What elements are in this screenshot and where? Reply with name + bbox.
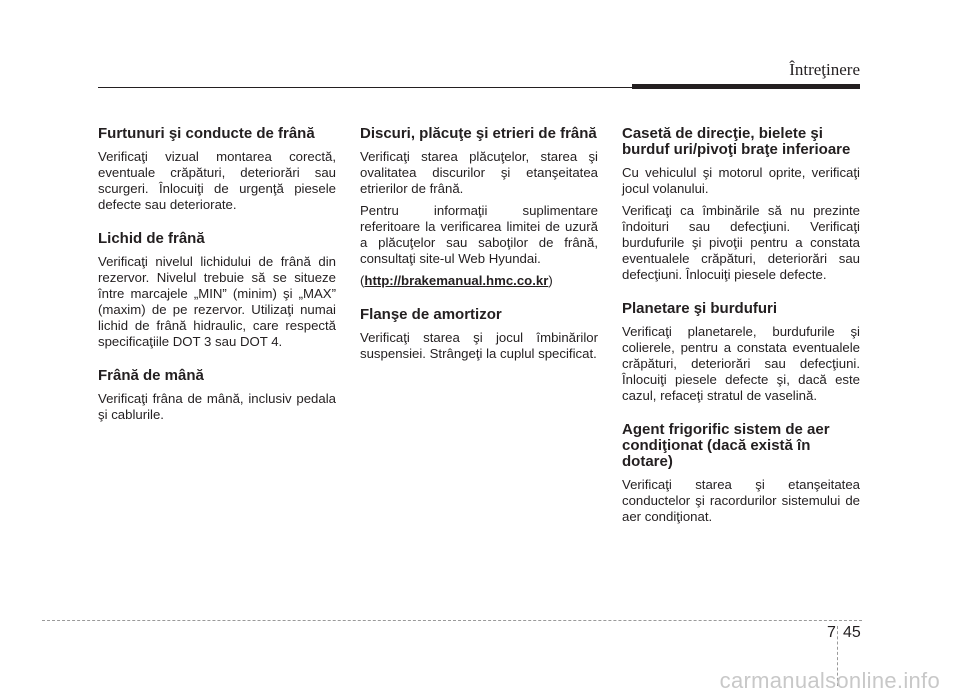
section-heading: Discuri, plăcuţe şi etrieri de frână	[360, 125, 597, 142]
section-heading: Flanşe de amortizor	[360, 306, 502, 323]
page-header-title: Întreţinere	[789, 60, 860, 79]
section-heading: Lichid de frână	[98, 230, 205, 247]
section-paragraph: Verificaţi ca îmbinările să nu prezinte îndoituri sau defecţiuni. Verificaţi burdufurile şi pivoţii pentru a constata eventualele crăpături, deteriorări sau defecţiuni. Înlocuiţi piesele defecte.	[622, 203, 860, 282]
link-paragraph	[360, 273, 598, 289]
section-paragraph: Verificaţi planetarele, burdufurile şi colierele, pentru a constata eventualele crăpături, deteriorări sau defecţiuni. Înlocuiţi piesele defecte şi, dacă este cazul, refaceţi stratul de vaselină.	[622, 324, 860, 403]
section-paragraph: Pentru informaţii suplimentare referitoare la verificarea limitei de uzură a plăcuţelor sau saboţilor de frână, consultaţi site-ul Web Hyundai.	[360, 203, 598, 266]
brake-manual-link[interactable]: http://brakemanual.hmc.co.kr	[364, 273, 549, 288]
column-2	[360, 126, 598, 380]
section-paragraph: Verificaţi starea şi jocul îmbinărilor suspensiei. Strângeţi la cuplul specificat.	[360, 330, 598, 361]
link-close: )	[548, 273, 553, 288]
link-open: (	[360, 273, 365, 288]
section-paragraph: Verificaţi frâna de mână, inclusiv pedala şi cablurile.	[98, 391, 336, 422]
page-number: 45	[843, 624, 861, 641]
section-heading: Furtunuri şi conducte de frână	[98, 125, 315, 142]
header-rule-accent	[632, 84, 860, 89]
section-heading: Casetă de direcţie, bielete şi burduf uri/pivoţi braţe inferioare	[622, 125, 851, 158]
section-paragraph: Verificaţi nivelul lichidului de frână din rezervor. Nivelul trebuie să se situeze între marcajele „MIN” (minim) şi „MAX” (maxim) de pe rezervor. Utilizaţi numai lichid de frână hidraulic, care respectă specificaţiile DOT 3 sau DOT 4.	[98, 254, 336, 349]
column-3	[622, 126, 860, 543]
watermark-text: carmanualsonline.info	[719, 668, 940, 693]
section-paragraph: Verificaţi vizual montarea corectă, eventuale crăpături, deteriorări sau scurgeri. Înlocuiţi de urgenţă piesele defecte sau deteriorate.	[98, 149, 336, 212]
column-1	[98, 126, 336, 441]
section-paragraph: Cu vehiculul şi motorul oprite, verificaţi jocul volanului.	[622, 165, 860, 196]
chapter-number: 7	[827, 624, 836, 641]
section-heading: Agent frigorific sistem de aer condiţionat (dacă există în dotare)	[622, 421, 830, 470]
section-paragraph: Verificaţi starea şi etanşeitatea conductelor şi racordurilor sistemului de aer condiţionat.	[622, 477, 860, 524]
section-paragraph: Verificaţi starea plăcuţelor, starea şi ovalitatea discurilor şi etanşeitatea etrierilor de frână.	[360, 149, 598, 196]
footer-rule	[42, 620, 862, 621]
section-heading: Frână de mână	[98, 367, 204, 384]
section-heading: Planetare şi burdufuri	[622, 300, 778, 317]
